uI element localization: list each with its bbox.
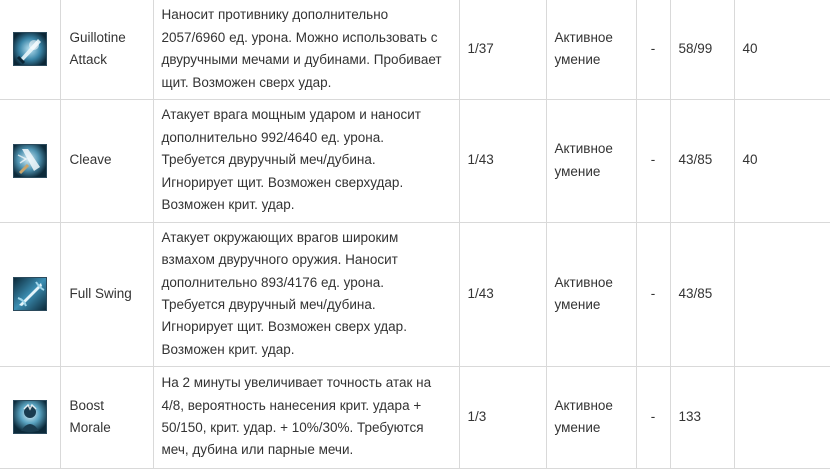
skill-description: Наносит противнику дополнительно 2057/6960 ед. урона. Можно использовать с двуручными мечами и дубинами. Пробивает щит. Возможен сверх удар. <box>153 0 459 99</box>
skill-cooldown: - <box>636 366 670 468</box>
skill-description: Атакует врага мощным ударом и наносит дополнительно 992/4640 ед. урона. Требуется двуручный меч/дубина. Игнорирует щит. Возможен сверхудар. Возможен крит. удар. <box>153 99 459 222</box>
boost-morale-icon <box>13 400 47 434</box>
skill-name: Guillotine Attack <box>60 0 153 99</box>
skill-type: Активное умение <box>546 0 636 99</box>
skill-extra <box>734 366 830 468</box>
guillotine-attack-icon <box>13 32 47 66</box>
skill-extra <box>734 222 830 366</box>
skill-name: Cleave <box>60 99 153 222</box>
skill-type: Активное умение <box>546 222 636 366</box>
skill-cooldown: - <box>636 0 670 99</box>
table-row <box>0 222 830 366</box>
skill-description: Атакует окружающих врагов широким взмахом двуручного оружия. Наносит дополнительно 893/4176 ед. урона. Требуется двуручный меч/дубина. Игнорирует щит. Возможен сверх удар. Возможен крит. удар. <box>153 222 459 366</box>
skill-level: 1/37 <box>459 0 546 99</box>
table-row <box>0 0 830 99</box>
skill-cooldown: - <box>636 222 670 366</box>
skill-mp: 43/85 <box>670 99 734 222</box>
skill-type: Активное умение <box>546 366 636 468</box>
skill-name: Full Swing <box>60 222 153 366</box>
skill-icon-cell <box>0 366 60 468</box>
cleave-icon <box>13 144 47 178</box>
table-row <box>0 99 830 222</box>
skill-type: Активное умение <box>546 99 636 222</box>
full-swing-icon <box>13 277 47 311</box>
skill-level: 1/3 <box>459 366 546 468</box>
skill-icon-cell <box>0 0 60 99</box>
skill-mp: 58/99 <box>670 0 734 99</box>
skill-description: На 2 минуты увеличивает точность атак на 4/8, вероятность нанесения крит. удара + 50/150, крит. удар. + 10%/30%. Требуются меч, дубина или парные мечи. <box>153 366 459 468</box>
skill-name: Boost Morale <box>60 366 153 468</box>
skill-extra: 40 <box>734 99 830 222</box>
table-row <box>0 366 830 468</box>
skill-level: 1/43 <box>459 99 546 222</box>
skill-level: 1/43 <box>459 222 546 366</box>
skill-icon-cell <box>0 222 60 366</box>
skill-cooldown: - <box>636 99 670 222</box>
skill-extra: 40 <box>734 0 830 99</box>
skill-mp: 133 <box>670 366 734 468</box>
skill-mp: 43/85 <box>670 222 734 366</box>
skill-icon-cell <box>0 99 60 222</box>
